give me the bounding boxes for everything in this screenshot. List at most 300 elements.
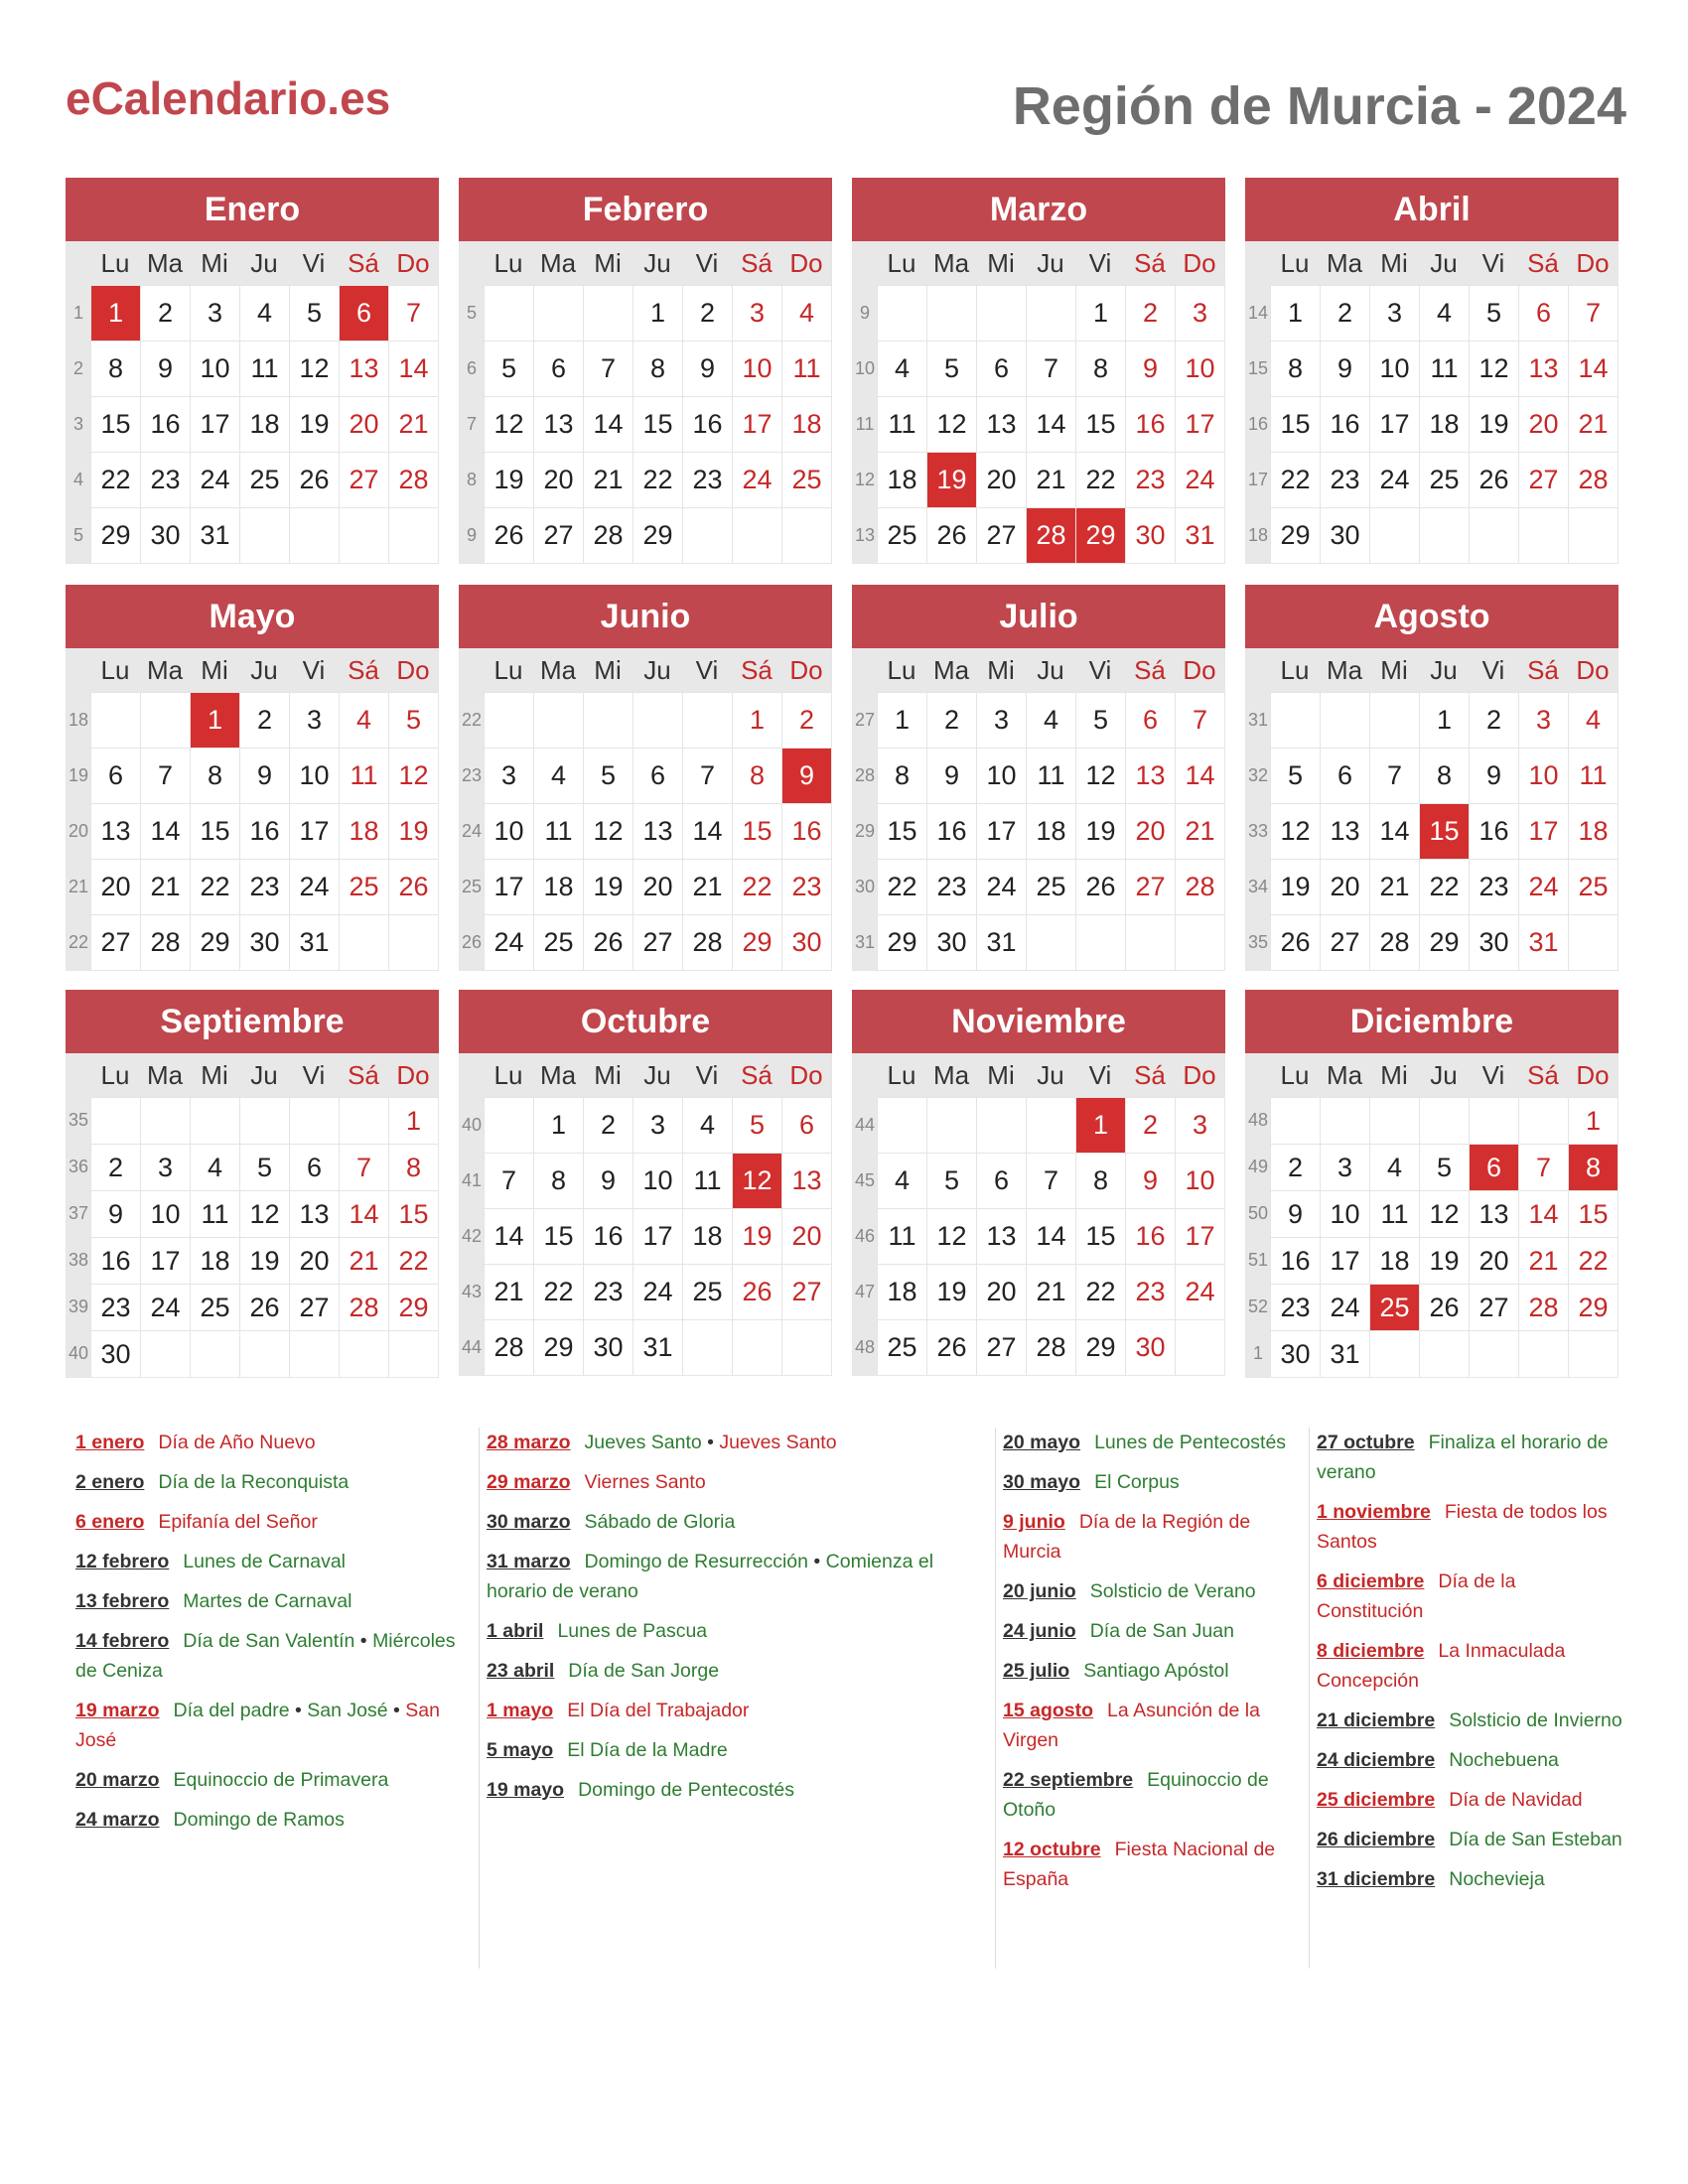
day-cell[interactable]: 6: [633, 748, 682, 803]
holiday-date[interactable]: 9 junio: [1003, 1511, 1065, 1533]
day-cell[interactable]: 19: [583, 859, 633, 914]
day-cell[interactable]: 21: [1369, 859, 1419, 914]
day-cell[interactable]: 16: [781, 803, 831, 859]
day-cell[interactable]: 31: [190, 507, 239, 563]
day-cell[interactable]: 18: [533, 859, 583, 914]
holiday-date[interactable]: 20 marzo: [75, 1769, 160, 1791]
day-cell[interactable]: 25: [239, 452, 289, 507]
holiday-date[interactable]: 1 mayo: [487, 1700, 554, 1721]
day-cell[interactable]: 26: [1469, 452, 1518, 507]
day-cell[interactable]: 13: [976, 396, 1026, 452]
day-cell[interactable]: 29: [388, 1284, 438, 1330]
day-cell[interactable]: 10: [732, 341, 781, 396]
day-cell[interactable]: 19: [1075, 803, 1125, 859]
day-cell[interactable]: 17: [976, 803, 1026, 859]
day-cell[interactable]: 19: [926, 1264, 976, 1319]
day-cell[interactable]: 22: [633, 452, 682, 507]
holiday-date[interactable]: 15 agosto: [1003, 1700, 1094, 1721]
day-cell[interactable]: 26: [926, 1319, 976, 1375]
day-cell[interactable]: 3: [1175, 285, 1224, 341]
day-cell[interactable]: 10: [140, 1190, 190, 1237]
day-cell[interactable]: 23: [583, 1264, 633, 1319]
day-cell[interactable]: 2: [583, 1097, 633, 1153]
day-cell[interactable]: 10: [1320, 1190, 1369, 1237]
day-cell[interactable]: 28: [1369, 914, 1419, 970]
day-cell[interactable]: 24: [1175, 1264, 1224, 1319]
day-cell[interactable]: 23: [1125, 452, 1175, 507]
day-cell[interactable]: 28: [388, 452, 438, 507]
day-cell[interactable]: 15: [633, 396, 682, 452]
day-cell[interactable]: 15: [90, 396, 140, 452]
holiday-date[interactable]: 12 octubre: [1003, 1839, 1101, 1860]
day-cell[interactable]: 2: [239, 692, 289, 748]
day-cell[interactable]: 25: [682, 1264, 732, 1319]
day-cell[interactable]: 18: [1568, 803, 1618, 859]
day-cell[interactable]: 22: [1075, 452, 1125, 507]
day-cell[interactable]: 30: [90, 1330, 140, 1377]
holiday-date[interactable]: 30 mayo: [1003, 1471, 1081, 1493]
day-cell[interactable]: 2: [140, 285, 190, 341]
day-cell[interactable]: 7: [1568, 285, 1618, 341]
day-cell[interactable]: 8: [90, 341, 140, 396]
day-cell[interactable]: 2: [682, 285, 732, 341]
day-cell[interactable]: 18: [877, 452, 926, 507]
day-cell[interactable]: 5: [583, 748, 633, 803]
day-cell[interactable]: 17: [633, 1208, 682, 1264]
day-cell[interactable]: 8: [1419, 748, 1469, 803]
day-cell[interactable]: 28: [1026, 507, 1075, 563]
day-cell[interactable]: 12: [732, 1153, 781, 1208]
day-cell[interactable]: 27: [90, 914, 140, 970]
day-cell[interactable]: 13: [976, 1208, 1026, 1264]
holiday-date[interactable]: 6 diciembre: [1317, 1570, 1425, 1592]
day-cell[interactable]: 31: [1320, 1330, 1369, 1377]
day-cell[interactable]: 27: [533, 507, 583, 563]
day-cell[interactable]: 20: [976, 1264, 1026, 1319]
day-cell[interactable]: 1: [877, 692, 926, 748]
day-cell[interactable]: 14: [388, 341, 438, 396]
day-cell[interactable]: 17: [732, 396, 781, 452]
day-cell[interactable]: 17: [1369, 396, 1419, 452]
day-cell[interactable]: 29: [1270, 507, 1320, 563]
day-cell[interactable]: 29: [633, 507, 682, 563]
day-cell[interactable]: 14: [1175, 748, 1224, 803]
day-cell[interactable]: 22: [1419, 859, 1469, 914]
day-cell[interactable]: 31: [289, 914, 339, 970]
day-cell[interactable]: 19: [732, 1208, 781, 1264]
day-cell[interactable]: 14: [1568, 341, 1618, 396]
day-cell[interactable]: 13: [633, 803, 682, 859]
day-cell[interactable]: 19: [1270, 859, 1320, 914]
day-cell[interactable]: 11: [1369, 1190, 1419, 1237]
day-cell[interactable]: 6: [1518, 285, 1568, 341]
day-cell[interactable]: 25: [339, 859, 388, 914]
day-cell[interactable]: 14: [484, 1208, 533, 1264]
day-cell[interactable]: 21: [1026, 1264, 1075, 1319]
day-cell[interactable]: 18: [190, 1237, 239, 1284]
day-cell[interactable]: 4: [877, 1153, 926, 1208]
day-cell[interactable]: 29: [877, 914, 926, 970]
holiday-date[interactable]: 19 mayo: [487, 1779, 565, 1801]
day-cell[interactable]: 5: [289, 285, 339, 341]
day-cell[interactable]: 27: [1469, 1284, 1518, 1330]
day-cell[interactable]: 27: [339, 452, 388, 507]
day-cell[interactable]: 3: [1518, 692, 1568, 748]
day-cell[interactable]: 16: [682, 396, 732, 452]
day-cell[interactable]: 4: [190, 1144, 239, 1190]
day-cell[interactable]: 1: [732, 692, 781, 748]
day-cell[interactable]: 4: [339, 692, 388, 748]
day-cell[interactable]: 3: [732, 285, 781, 341]
day-cell[interactable]: 23: [1125, 1264, 1175, 1319]
day-cell[interactable]: 19: [1419, 1237, 1469, 1284]
day-cell[interactable]: 13: [533, 396, 583, 452]
day-cell[interactable]: 20: [289, 1237, 339, 1284]
day-cell[interactable]: 13: [1518, 341, 1568, 396]
day-cell[interactable]: 25: [1419, 452, 1469, 507]
day-cell[interactable]: 17: [484, 859, 533, 914]
day-cell[interactable]: 11: [239, 341, 289, 396]
day-cell[interactable]: 16: [1320, 396, 1369, 452]
day-cell[interactable]: 24: [1320, 1284, 1369, 1330]
day-cell[interactable]: 2: [781, 692, 831, 748]
day-cell[interactable]: 2: [1270, 1144, 1320, 1190]
day-cell[interactable]: 9: [140, 341, 190, 396]
day-cell[interactable]: 22: [533, 1264, 583, 1319]
day-cell[interactable]: 25: [1026, 859, 1075, 914]
day-cell[interactable]: 15: [1419, 803, 1469, 859]
day-cell[interactable]: 20: [1125, 803, 1175, 859]
day-cell[interactable]: 13: [1320, 803, 1369, 859]
day-cell[interactable]: 18: [1026, 803, 1075, 859]
day-cell[interactable]: 28: [339, 1284, 388, 1330]
day-cell[interactable]: 23: [781, 859, 831, 914]
day-cell[interactable]: 28: [1026, 1319, 1075, 1375]
day-cell[interactable]: 5: [239, 1144, 289, 1190]
day-cell[interactable]: 3: [289, 692, 339, 748]
day-cell[interactable]: 9: [1320, 341, 1369, 396]
day-cell[interactable]: 30: [583, 1319, 633, 1375]
day-cell[interactable]: 13: [339, 341, 388, 396]
day-cell[interactable]: 4: [781, 285, 831, 341]
day-cell[interactable]: 18: [239, 396, 289, 452]
day-cell[interactable]: 31: [633, 1319, 682, 1375]
brand-logo[interactable]: eCalendario.es: [66, 72, 391, 124]
day-cell[interactable]: 1: [388, 1097, 438, 1144]
holiday-date[interactable]: 29 marzo: [487, 1471, 571, 1493]
day-cell[interactable]: 18: [877, 1264, 926, 1319]
holiday-date[interactable]: 2 enero: [75, 1471, 145, 1493]
day-cell[interactable]: 23: [140, 452, 190, 507]
day-cell[interactable]: 14: [1518, 1190, 1568, 1237]
day-cell[interactable]: 21: [140, 859, 190, 914]
day-cell[interactable]: 16: [1125, 1208, 1175, 1264]
day-cell[interactable]: 9: [583, 1153, 633, 1208]
day-cell[interactable]: 22: [90, 452, 140, 507]
day-cell[interactable]: 29: [732, 914, 781, 970]
day-cell[interactable]: 6: [1125, 692, 1175, 748]
day-cell[interactable]: 19: [484, 452, 533, 507]
holiday-date[interactable]: 8 diciembre: [1317, 1640, 1425, 1662]
day-cell[interactable]: 25: [877, 507, 926, 563]
day-cell[interactable]: 10: [976, 748, 1026, 803]
day-cell[interactable]: 30: [781, 914, 831, 970]
day-cell[interactable]: 6: [533, 341, 583, 396]
day-cell[interactable]: 21: [682, 859, 732, 914]
day-cell[interactable]: 26: [732, 1264, 781, 1319]
holiday-date[interactable]: 28 marzo: [487, 1432, 571, 1453]
day-cell[interactable]: 6: [289, 1144, 339, 1190]
day-cell[interactable]: 7: [1369, 748, 1419, 803]
day-cell[interactable]: 28: [682, 914, 732, 970]
day-cell[interactable]: 26: [289, 452, 339, 507]
day-cell[interactable]: 9: [1125, 1153, 1175, 1208]
day-cell[interactable]: 14: [682, 803, 732, 859]
day-cell[interactable]: 12: [1075, 748, 1125, 803]
day-cell[interactable]: 1: [533, 1097, 583, 1153]
day-cell[interactable]: 21: [1026, 452, 1075, 507]
holiday-date[interactable]: 27 octubre: [1317, 1432, 1415, 1453]
day-cell[interactable]: 5: [484, 341, 533, 396]
day-cell[interactable]: 18: [1369, 1237, 1419, 1284]
day-cell[interactable]: 2: [1469, 692, 1518, 748]
day-cell[interactable]: 12: [484, 396, 533, 452]
day-cell[interactable]: 2: [1125, 285, 1175, 341]
day-cell[interactable]: 30: [1125, 1319, 1175, 1375]
day-cell[interactable]: 24: [289, 859, 339, 914]
day-cell[interactable]: 17: [1175, 396, 1224, 452]
day-cell[interactable]: 5: [1469, 285, 1518, 341]
day-cell[interactable]: 20: [1469, 1237, 1518, 1284]
day-cell[interactable]: 2: [1125, 1097, 1175, 1153]
day-cell[interactable]: 26: [1075, 859, 1125, 914]
holiday-date[interactable]: 26 diciembre: [1317, 1829, 1436, 1850]
day-cell[interactable]: 14: [1026, 396, 1075, 452]
day-cell[interactable]: 12: [1270, 803, 1320, 859]
day-cell[interactable]: 13: [1125, 748, 1175, 803]
day-cell[interactable]: 17: [1320, 1237, 1369, 1284]
day-cell[interactable]: 8: [1075, 1153, 1125, 1208]
day-cell[interactable]: 22: [732, 859, 781, 914]
day-cell[interactable]: 28: [1175, 859, 1224, 914]
day-cell[interactable]: 5: [926, 1153, 976, 1208]
day-cell[interactable]: 15: [1075, 396, 1125, 452]
day-cell[interactable]: 7: [1518, 1144, 1568, 1190]
day-cell[interactable]: 12: [1419, 1190, 1469, 1237]
day-cell[interactable]: 8: [877, 748, 926, 803]
day-cell[interactable]: 21: [388, 396, 438, 452]
day-cell[interactable]: 16: [140, 396, 190, 452]
day-cell[interactable]: 17: [1518, 803, 1568, 859]
day-cell[interactable]: 5: [1075, 692, 1125, 748]
day-cell[interactable]: 8: [1270, 341, 1320, 396]
holiday-date[interactable]: 1 abril: [487, 1620, 544, 1642]
day-cell[interactable]: 5: [388, 692, 438, 748]
day-cell[interactable]: 31: [1175, 507, 1224, 563]
day-cell[interactable]: 13: [90, 803, 140, 859]
day-cell[interactable]: 10: [633, 1153, 682, 1208]
holiday-date[interactable]: 23 abril: [487, 1660, 555, 1682]
day-cell[interactable]: 30: [239, 914, 289, 970]
day-cell[interactable]: 11: [533, 803, 583, 859]
day-cell[interactable]: 19: [239, 1237, 289, 1284]
day-cell[interactable]: 30: [1320, 507, 1369, 563]
day-cell[interactable]: 11: [1568, 748, 1618, 803]
day-cell[interactable]: 9: [926, 748, 976, 803]
day-cell[interactable]: 14: [583, 396, 633, 452]
day-cell[interactable]: 14: [1026, 1208, 1075, 1264]
day-cell[interactable]: 12: [388, 748, 438, 803]
day-cell[interactable]: 18: [781, 396, 831, 452]
day-cell[interactable]: 1: [190, 692, 239, 748]
day-cell[interactable]: 12: [926, 1208, 976, 1264]
day-cell[interactable]: 18: [339, 803, 388, 859]
day-cell[interactable]: 20: [339, 396, 388, 452]
day-cell[interactable]: 21: [1518, 1237, 1568, 1284]
day-cell[interactable]: 30: [140, 507, 190, 563]
day-cell[interactable]: 28: [140, 914, 190, 970]
day-cell[interactable]: 25: [1568, 859, 1618, 914]
day-cell[interactable]: 2: [1320, 285, 1369, 341]
day-cell[interactable]: 12: [289, 341, 339, 396]
day-cell[interactable]: 31: [1518, 914, 1568, 970]
holiday-date[interactable]: 21 diciembre: [1317, 1709, 1436, 1731]
day-cell[interactable]: 10: [190, 341, 239, 396]
day-cell[interactable]: 6: [90, 748, 140, 803]
day-cell[interactable]: 4: [1419, 285, 1469, 341]
day-cell[interactable]: 7: [1026, 1153, 1075, 1208]
holiday-date[interactable]: 20 mayo: [1003, 1432, 1081, 1453]
day-cell[interactable]: 24: [190, 452, 239, 507]
day-cell[interactable]: 7: [484, 1153, 533, 1208]
day-cell[interactable]: 15: [1270, 396, 1320, 452]
day-cell[interactable]: 17: [289, 803, 339, 859]
day-cell[interactable]: 19: [926, 452, 976, 507]
day-cell[interactable]: 9: [1125, 341, 1175, 396]
day-cell[interactable]: 21: [583, 452, 633, 507]
day-cell[interactable]: 16: [926, 803, 976, 859]
day-cell[interactable]: 16: [1125, 396, 1175, 452]
day-cell[interactable]: 11: [1419, 341, 1469, 396]
day-cell[interactable]: 26: [1270, 914, 1320, 970]
day-cell[interactable]: 4: [1369, 1144, 1419, 1190]
day-cell[interactable]: 27: [976, 1319, 1026, 1375]
day-cell[interactable]: 7: [388, 285, 438, 341]
day-cell[interactable]: 27: [781, 1264, 831, 1319]
day-cell[interactable]: 16: [583, 1208, 633, 1264]
day-cell[interactable]: 23: [90, 1284, 140, 1330]
day-cell[interactable]: 26: [1419, 1284, 1469, 1330]
day-cell[interactable]: 12: [239, 1190, 289, 1237]
day-cell[interactable]: 21: [1175, 803, 1224, 859]
day-cell[interactable]: 10: [1175, 1153, 1224, 1208]
day-cell[interactable]: 30: [1125, 507, 1175, 563]
day-cell[interactable]: 11: [781, 341, 831, 396]
day-cell[interactable]: 22: [388, 1237, 438, 1284]
day-cell[interactable]: 3: [1320, 1144, 1369, 1190]
day-cell[interactable]: 14: [140, 803, 190, 859]
day-cell[interactable]: 28: [484, 1319, 533, 1375]
day-cell[interactable]: 15: [1568, 1190, 1618, 1237]
day-cell[interactable]: 8: [190, 748, 239, 803]
day-cell[interactable]: 24: [976, 859, 1026, 914]
day-cell[interactable]: 28: [1568, 452, 1618, 507]
day-cell[interactable]: 27: [633, 914, 682, 970]
day-cell[interactable]: 29: [1419, 914, 1469, 970]
day-cell[interactable]: 22: [190, 859, 239, 914]
day-cell[interactable]: 20: [90, 859, 140, 914]
day-cell[interactable]: 30: [926, 914, 976, 970]
day-cell[interactable]: 1: [633, 285, 682, 341]
day-cell[interactable]: 25: [533, 914, 583, 970]
day-cell[interactable]: 17: [1175, 1208, 1224, 1264]
day-cell[interactable]: 24: [484, 914, 533, 970]
holiday-date[interactable]: 31 diciembre: [1317, 1868, 1436, 1890]
day-cell[interactable]: 3: [1369, 285, 1419, 341]
day-cell[interactable]: 28: [583, 507, 633, 563]
day-cell[interactable]: 30: [1469, 914, 1518, 970]
day-cell[interactable]: 29: [90, 507, 140, 563]
day-cell[interactable]: 5: [732, 1097, 781, 1153]
day-cell[interactable]: 21: [484, 1264, 533, 1319]
day-cell[interactable]: 29: [1568, 1284, 1618, 1330]
day-cell[interactable]: 16: [90, 1237, 140, 1284]
day-cell[interactable]: 15: [732, 803, 781, 859]
day-cell[interactable]: 5: [1419, 1144, 1469, 1190]
holiday-date[interactable]: 1 noviembre: [1317, 1501, 1431, 1523]
day-cell[interactable]: 31: [976, 914, 1026, 970]
day-cell[interactable]: 10: [484, 803, 533, 859]
day-cell[interactable]: 27: [289, 1284, 339, 1330]
day-cell[interactable]: 16: [1270, 1237, 1320, 1284]
day-cell[interactable]: 15: [877, 803, 926, 859]
holiday-date[interactable]: 6 enero: [75, 1511, 145, 1533]
day-cell[interactable]: 25: [190, 1284, 239, 1330]
day-cell[interactable]: 29: [1075, 507, 1125, 563]
day-cell[interactable]: 24: [1175, 452, 1224, 507]
day-cell[interactable]: 7: [682, 748, 732, 803]
day-cell[interactable]: 8: [533, 1153, 583, 1208]
day-cell[interactable]: 26: [239, 1284, 289, 1330]
day-cell[interactable]: 14: [1369, 803, 1419, 859]
day-cell[interactable]: 4: [682, 1097, 732, 1153]
day-cell[interactable]: 29: [190, 914, 239, 970]
day-cell[interactable]: 12: [1469, 341, 1518, 396]
day-cell[interactable]: 10: [1518, 748, 1568, 803]
day-cell[interactable]: 15: [388, 1190, 438, 1237]
day-cell[interactable]: 11: [682, 1153, 732, 1208]
holiday-date[interactable]: 31 marzo: [487, 1551, 571, 1572]
day-cell[interactable]: 15: [190, 803, 239, 859]
day-cell[interactable]: 15: [533, 1208, 583, 1264]
day-cell[interactable]: 25: [781, 452, 831, 507]
day-cell[interactable]: 8: [633, 341, 682, 396]
day-cell[interactable]: 3: [484, 748, 533, 803]
holiday-date[interactable]: 19 marzo: [75, 1700, 160, 1721]
day-cell[interactable]: 29: [1075, 1319, 1125, 1375]
day-cell[interactable]: 17: [140, 1237, 190, 1284]
day-cell[interactable]: 1: [90, 285, 140, 341]
day-cell[interactable]: 11: [877, 1208, 926, 1264]
day-cell[interactable]: 8: [388, 1144, 438, 1190]
day-cell[interactable]: 6: [1469, 1144, 1518, 1190]
day-cell[interactable]: 20: [1320, 859, 1369, 914]
day-cell[interactable]: 19: [388, 803, 438, 859]
day-cell[interactable]: 8: [1568, 1144, 1618, 1190]
day-cell[interactable]: 24: [633, 1264, 682, 1319]
day-cell[interactable]: 6: [976, 341, 1026, 396]
holiday-date[interactable]: 30 marzo: [487, 1511, 571, 1533]
